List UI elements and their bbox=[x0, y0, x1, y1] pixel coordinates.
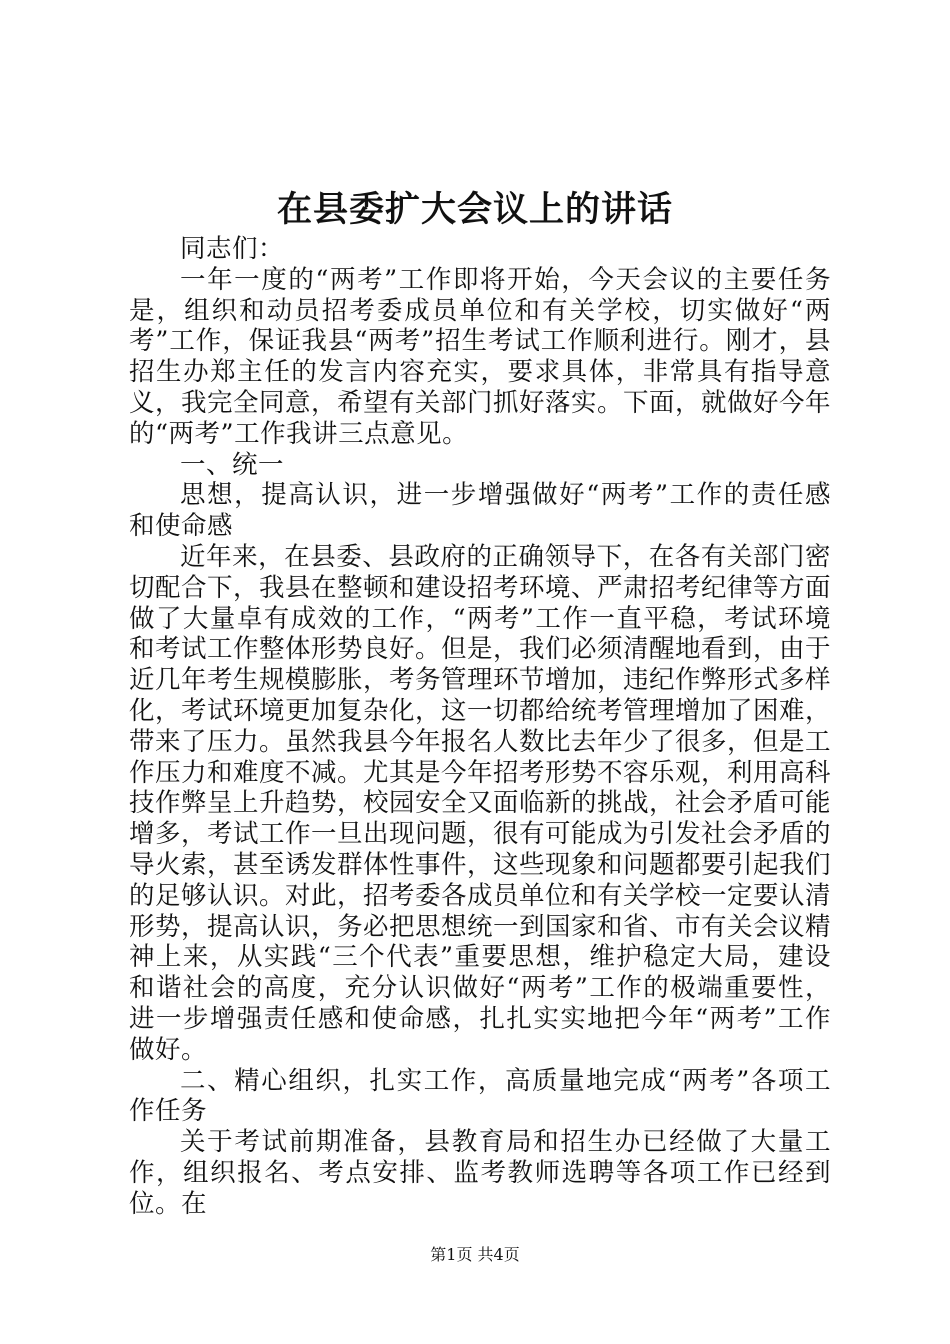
page-number-footer: 第1页 共4页 bbox=[430, 1245, 520, 1264]
intro-paragraph: 一年一度的“两考”工作即将开始，今天会议的主要任务是，组织和动员招考委成员单位和有关学校，切实做好“两考”工作，保证我县“两考”招生考试工作顺利进行。刚才，县招生办郑主任的发言内容充实，要求具体，非常具有指导意义，我完全同意，希望有关部门抓好落实。下面，就做好今年的“两考”工作我讲三点意见。 bbox=[129, 264, 832, 449]
document-title: 在县委扩大会议上的讲话 bbox=[276, 189, 673, 230]
section-heading-2: 二、精心组织，扎实工作，高质量地完成“两考”各项工作任务 bbox=[129, 1065, 831, 1127]
document-body bbox=[129, 234, 831, 1220]
section-1-body-paragraph: 近年来，在县委、县政府的正确领导下，在各有关部门密切配合下，我县在整顿和建设招考环境、严肃招考纪律等方面做了大量卓有成效的工作，“两考”工作一直平稳，考试环境和考试工作整体形势良好。但是，我们必须清醒地看到，由于近几年考生规模膨胀，考务管理环节增加，违纪作弊形式多样化，考试环境更加复杂化，这一切都给统考管理增加了困难，带来了压力。虽然我县今年报名人数比去年少了很多，但是工作压力和难度不减。尤其是今年招考形势不容乐观，利用高科技作弊呈上升趋势，校园安全又面临新的挑战，社会矛盾可能增多，考试工作一旦出现问题，很有可能成为引发社会矛盾的导火索，甚至诱发群体性事件，这些现象和问题都要引起我们的足够认识。对此，招考委各成员单位和有关学校一定要认清形势，提高认识，务必把思想统一到国家和省、市有关会议精神上来，从实践“三个代表”重要思想，维护稳定大局，建设和谐社会的高度，充分认识做好“两考”工作的极端重要性，进一步增强责任感和使命感，扎扎实实地把今年“两考”工作做好。 bbox=[129, 541, 832, 1065]
section-2-body-paragraph: 关于考试前期准备，县教育局和招生办已经做了大量工作，组织报名、考点安排、监考教师选聘等各项工作已经到位。在 bbox=[129, 1127, 831, 1219]
section-heading-1-continued: 思想，提高认识，进一步增强做好“两考”工作的责任感和使命感 bbox=[129, 480, 831, 542]
section-heading-1: 一、统一 bbox=[180, 449, 285, 480]
salutation-paragraph: 同志们： bbox=[180, 234, 285, 264]
